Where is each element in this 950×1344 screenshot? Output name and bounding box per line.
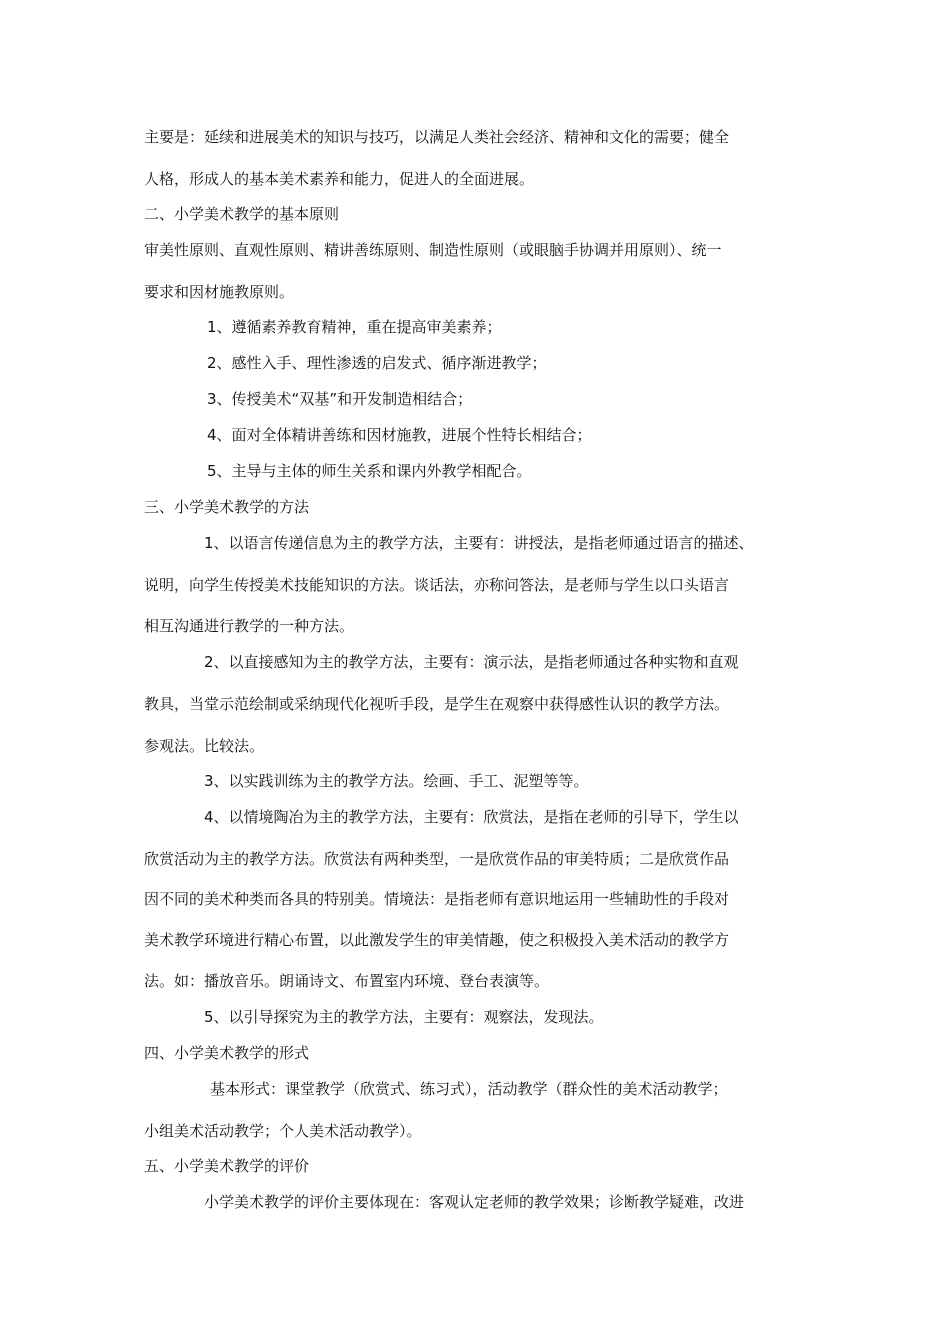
paragraph-line: 审美性原则、直观性原则、精讲善练原则、制造性原则（或眼脑手协调并用原则）、统一 [144, 241, 722, 259]
list-item: 2、感性入手、理性渗透的启发式、循序渐进教学； [207, 354, 547, 372]
paragraph-line: 2、以直接感知为主的教学方法，主要有：演示法，是指老师通过各种实物和直观 [204, 653, 739, 671]
paragraph-line: 因不同的美术种类而各具的特别美。情境法：是指老师有意识地运用一些辅助性的手段对 [144, 890, 730, 908]
paragraph-line: 参观法。比较法。 [144, 737, 265, 755]
paragraph-line: 4、以情境陶冶为主的教学方法，主要有：欣赏法，是指在老师的引导下，学生以 [204, 808, 739, 826]
section-heading: 五、小学美术教学的评价 [144, 1157, 310, 1175]
section-heading: 四、小学美术教学的形式 [144, 1044, 310, 1062]
paragraph-line: 法。如：播放音乐。朗诵诗文、布置室内环境、登台表演等。 [144, 972, 550, 990]
paragraph-line: 3、以实践训练为主的教学方法。绘画、手工、泥塑等等。 [204, 772, 589, 790]
paragraph-line: 小学美术教学的评价主要体现在：客观认定老师的教学效果；诊断教学疑难，改进 [204, 1193, 745, 1211]
paragraph-line: 美术教学环境进行精心布置，以此激发学生的审美情趣，使之积极投入美术活动的教学方 [144, 931, 730, 949]
paragraph-line: 人格，形成人的基本美术素养和能力，促进人的全面进展。 [144, 170, 535, 188]
list-item: 3、传授美术“双基”和开发制造相结合； [207, 390, 473, 408]
paragraph-line: 教具，当堂示范绘制或采纳现代化视听手段，是学生在观察中获得感性认识的教学方法。 [144, 695, 730, 713]
paragraph-line: 说明，向学生传授美术技能知识的方法。谈话法，亦称问答法，是老师与学生以口头语言 [144, 576, 730, 594]
paragraph-line: 要求和因材施教原则。 [144, 283, 295, 301]
paragraph-line: 相互沟通进行教学的一种方法。 [144, 617, 355, 635]
paragraph-line: 1、以语言传递信息为主的教学方法，主要有：讲授法，是指老师通过语言的描述、 [204, 534, 754, 552]
section-heading: 三、小学美术教学的方法 [144, 498, 310, 516]
paragraph-line: 主要是：延续和进展美术的知识与技巧，以满足人类社会经济、精神和文化的需要；健全 [144, 128, 730, 146]
list-item: 4、面对全体精讲善练和因材施教，进展个性特长相结合； [207, 426, 592, 444]
paragraph-line: 基本形式：课堂教学（欣赏式、练习式），活动教学（群众性的美术活动教学； [210, 1080, 728, 1098]
paragraph-line: 小组美术活动教学；个人美术活动教学）。 [144, 1122, 422, 1140]
paragraph-line: 5、以引导探究为主的教学方法，主要有：观察法，发现法。 [204, 1008, 604, 1026]
list-item: 5、主导与主体的师生关系和课内外教学相配合。 [207, 462, 532, 480]
list-item: 1、遵循素养教育精神，重在提高审美素养； [207, 318, 502, 336]
section-heading: 二、小学美术教学的基本原则 [144, 205, 340, 223]
paragraph-line: 欣赏活动为主的教学方法。欣赏法有两种类型，一是欣赏作品的审美特质；二是欣赏作品 [144, 850, 730, 868]
